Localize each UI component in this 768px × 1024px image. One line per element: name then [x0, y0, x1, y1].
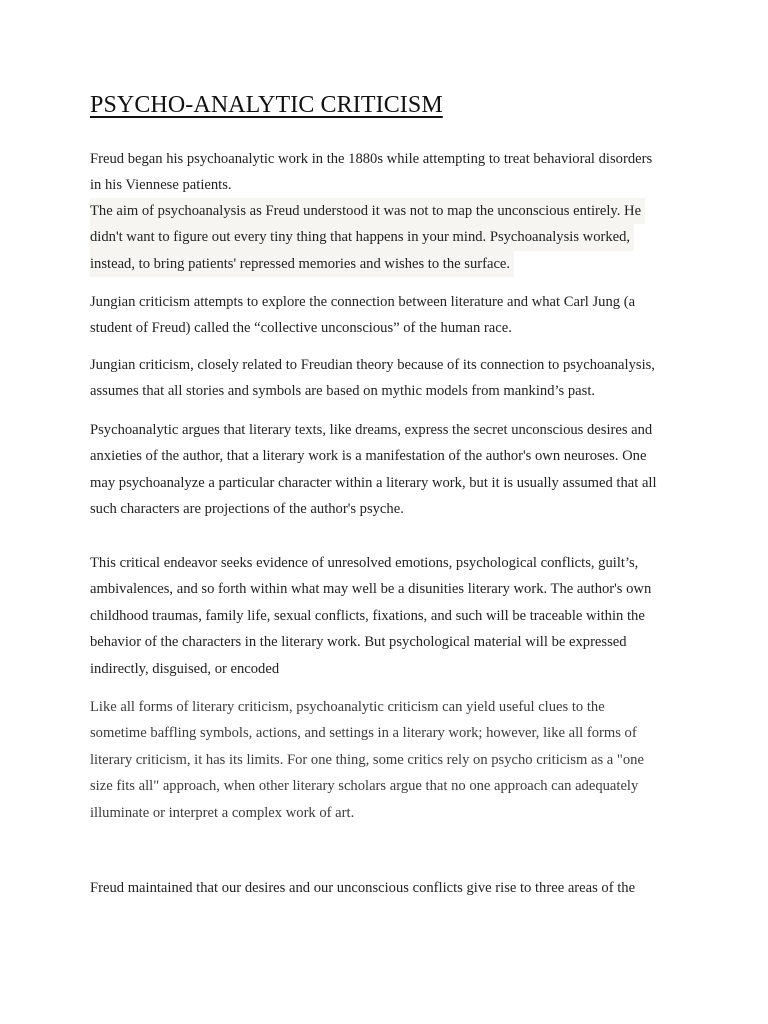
paragraph-line: size fits all" approach, when other literary scholars argue that no one approach can adequately: [90, 778, 639, 795]
paragraph-psychoanalytic-argues: [90, 417, 657, 523]
paragraph-line: may psychoanalyze a particular character within a literary work, but it is usually assumed that all: [90, 474, 657, 491]
paragraph-line: literary criticism, it has its limits. For one thing, some critics rely on psycho criticism as a "one: [90, 751, 644, 768]
paragraph-line: in his Viennese patients.: [90, 177, 232, 194]
paragraph-line: ambivalences, and so forth within what may well be a disunities literary work. The author's own: [90, 581, 652, 598]
paragraph-critical-endeavor: [90, 550, 651, 682]
paragraph-line: anxieties of the author, that a literary work is a manifestation of the author's own neuroses. One: [90, 448, 647, 465]
paragraph-like-all-forms: [90, 694, 644, 826]
document-title: PSYCHO-ANALYTIC CRITICISM: [90, 92, 443, 118]
paragraph-freud-began: [90, 146, 652, 199]
highlighted-line: didn't want to figure out every tiny thing that happens in your mind. Psychoanalysis worked,: [90, 224, 634, 250]
paragraph-line: Like all forms of literary criticism, psychoanalytic criticism can yield useful clues to the: [90, 699, 605, 715]
paragraph-line: behavior of the characters in the literary work. But psychological material will be expressed: [90, 634, 627, 651]
paragraph-line: such characters are projections of the author's psyche.: [90, 501, 404, 518]
paragraph-freud-maintained: [90, 875, 635, 901]
paragraph-line: Freud began his psychoanalytic work in the 1880s while attempting to treat behavioral disorders: [90, 151, 653, 167]
paragraph-line: illuminate or interpret a complex work of art.: [90, 804, 355, 821]
highlighted-line: instead, to bring patients' repressed memories and wishes to the surface.: [90, 251, 514, 277]
paragraph-jungian-freudian: [90, 352, 655, 405]
paragraph-line: childhood traumas, family life, sexual conflicts, fixations, and such will be traceable within the: [90, 607, 645, 624]
paragraph-line: Jungian criticism, closely related to Freudian theory because of its connection to psychoanalysis,: [90, 357, 655, 373]
paragraph-line: assumes that all stories and symbols are based on mythic models from mankind’s past.: [90, 383, 596, 400]
paragraph-line: This critical endeavor seeks evidence of unresolved emotions, psychological conflicts, guilt’s,: [90, 555, 639, 571]
paragraph-line: Jungian criticism attempts to explore the connection between literature and what Carl Jung (a: [90, 294, 636, 310]
paragraph-aim-of-psychoanalysis: [90, 198, 645, 277]
paragraph-jungian-criticism-intro: [90, 289, 635, 342]
highlighted-line: The aim of psychoanalysis as Freud understood it was not to map the unconscious entirely. He: [90, 198, 645, 224]
paragraph-line: sometime baffling symbols, actions, and settings in a literary work; however, like all forms of: [90, 725, 637, 742]
paragraph-line: Freud maintained that our desires and our unconscious conflicts give rise to three areas of the: [90, 880, 636, 896]
paragraph-line: indirectly, disguised, or encoded: [90, 660, 280, 677]
paragraph-line: student of Freud) called the “collective unconscious” of the human race.: [90, 320, 512, 337]
paragraph-line: Psychoanalytic argues that literary texts, like dreams, express the secret unconscious desires and: [90, 422, 653, 438]
